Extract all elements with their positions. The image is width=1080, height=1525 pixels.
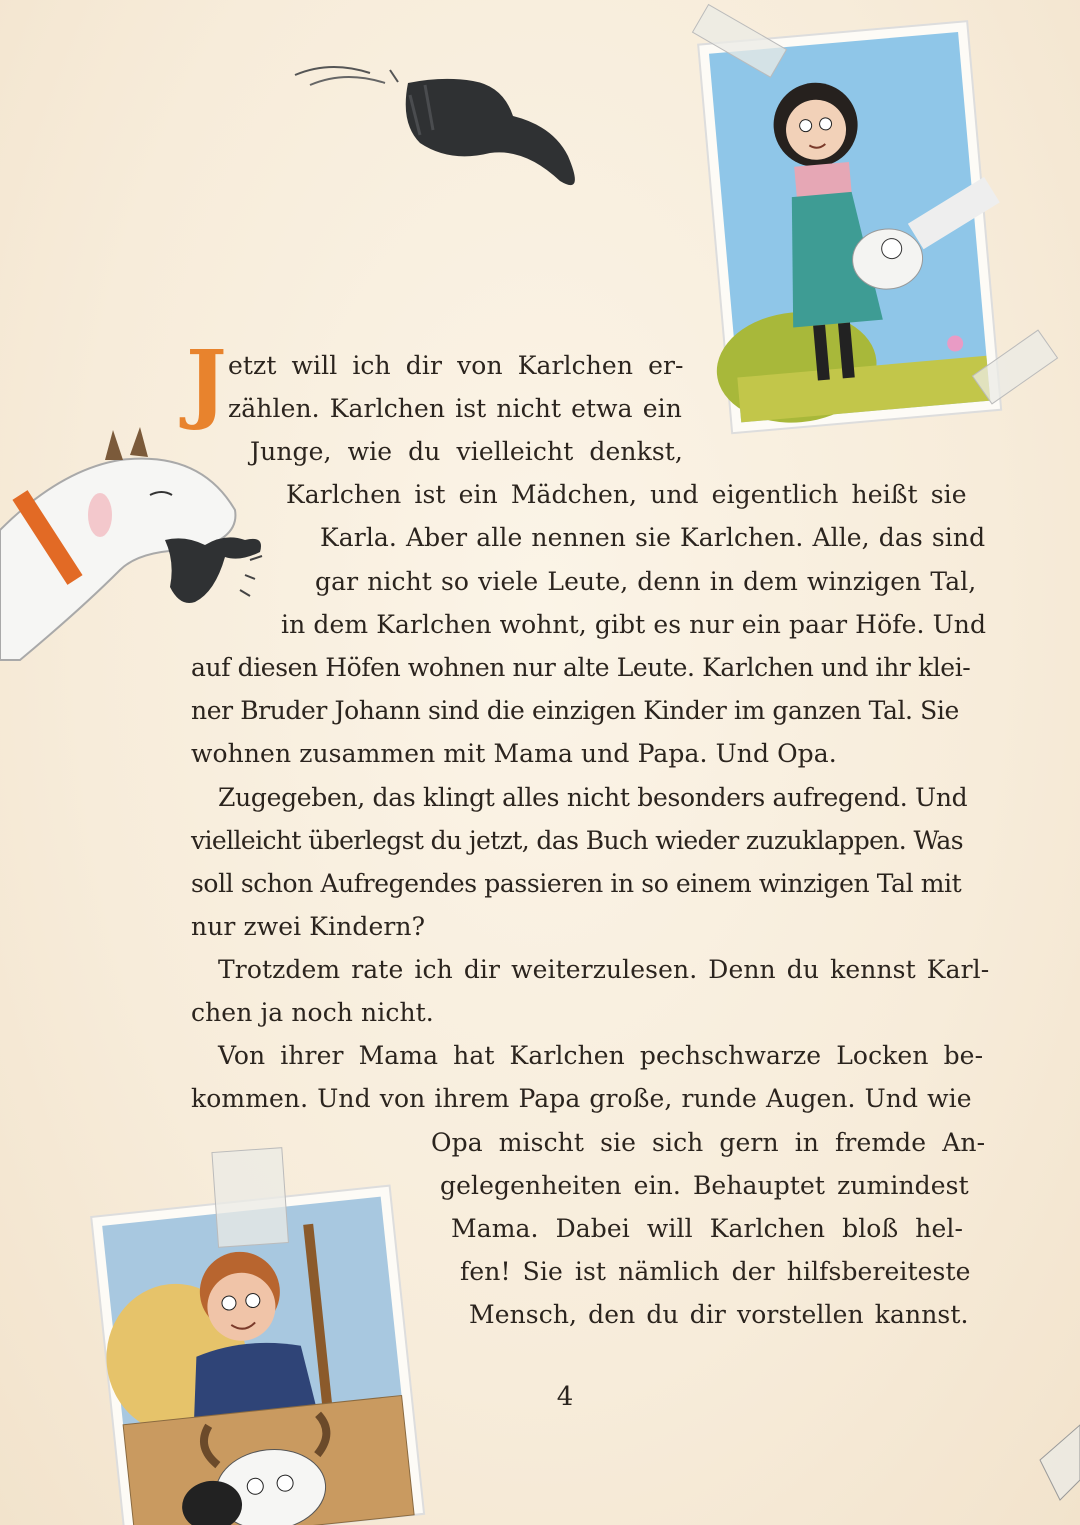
text-line: Karlchen ist ein Mädchen, und eigentlich heißt sie bbox=[286, 480, 967, 509]
text-line: vielleicht überlegst du jetzt, das Buch wieder zuzuklappen. Was bbox=[191, 826, 963, 855]
boy-with-cow-photo bbox=[85, 1140, 435, 1525]
text-line: ner Bruder Johann sind die einzigen Kinder im ganzen Tal. Sie bbox=[191, 696, 959, 725]
dropcap-letter: J bbox=[186, 332, 227, 433]
text-line: etzt will ich dir von Karlchen er- bbox=[228, 351, 684, 380]
text-line: Von ihrer Mama hat Karlchen pechschwarze Locken be- bbox=[218, 1041, 984, 1070]
text-line: fen! Sie ist nämlich der hilfsbereiteste bbox=[460, 1257, 971, 1286]
text-line: Mama. Dabei will Karlchen bloß hel- bbox=[451, 1214, 964, 1243]
text-line: zählen. Karlchen ist nicht etwa ein bbox=[228, 394, 682, 423]
text-line: Trotzdem rate ich dir weiterzulesen. Denn du kennst Karl- bbox=[218, 955, 990, 984]
girl-with-goat-photo bbox=[685, 0, 1080, 460]
text-line: soll schon Aufregendes passieren in so einem winzigen Tal mit bbox=[191, 869, 962, 898]
text-line: Karla. Aber alle nennen sie Karlchen. Alle, das sind bbox=[320, 523, 986, 552]
text-line: Junge, wie du vielleicht denkst, bbox=[250, 437, 683, 466]
text-line: gar nicht so viele Leute, denn in dem winzigen Tal, bbox=[315, 567, 977, 596]
page-number: 4 bbox=[556, 1382, 574, 1412]
text-line: Opa mischt sie sich gern in fremde An- bbox=[431, 1128, 986, 1157]
text-line: gelegenheiten ein. Behauptet zumindest bbox=[440, 1171, 969, 1200]
text-line: Mensch, den du dir vorstellen kannst. bbox=[469, 1300, 969, 1329]
text-line: kommen. Und von ihrem Papa große, runde Augen. Und wie bbox=[191, 1084, 972, 1113]
text-line: Zugegeben, das klingt alles nicht besonders aufregend. Und bbox=[218, 783, 968, 812]
goat-eating-sock-illustration bbox=[0, 400, 280, 670]
flying-sock-illustration bbox=[290, 55, 590, 195]
text-line: wohnen zusammen mit Mama und Papa. Und Opa. bbox=[191, 739, 837, 768]
text-line: auf diesen Höfen wohnen nur alte Leute. Karlchen und ihr klei- bbox=[191, 653, 971, 682]
text-line: in dem Karlchen wohnt, gibt es nur ein paar Höfe. Und bbox=[281, 610, 987, 639]
tape-corner-decoration bbox=[1030, 1420, 1080, 1525]
text-line: chen ja noch nicht. bbox=[191, 998, 434, 1027]
tape-strip bbox=[212, 1148, 288, 1248]
text-line: nur zwei Kindern? bbox=[191, 912, 426, 941]
